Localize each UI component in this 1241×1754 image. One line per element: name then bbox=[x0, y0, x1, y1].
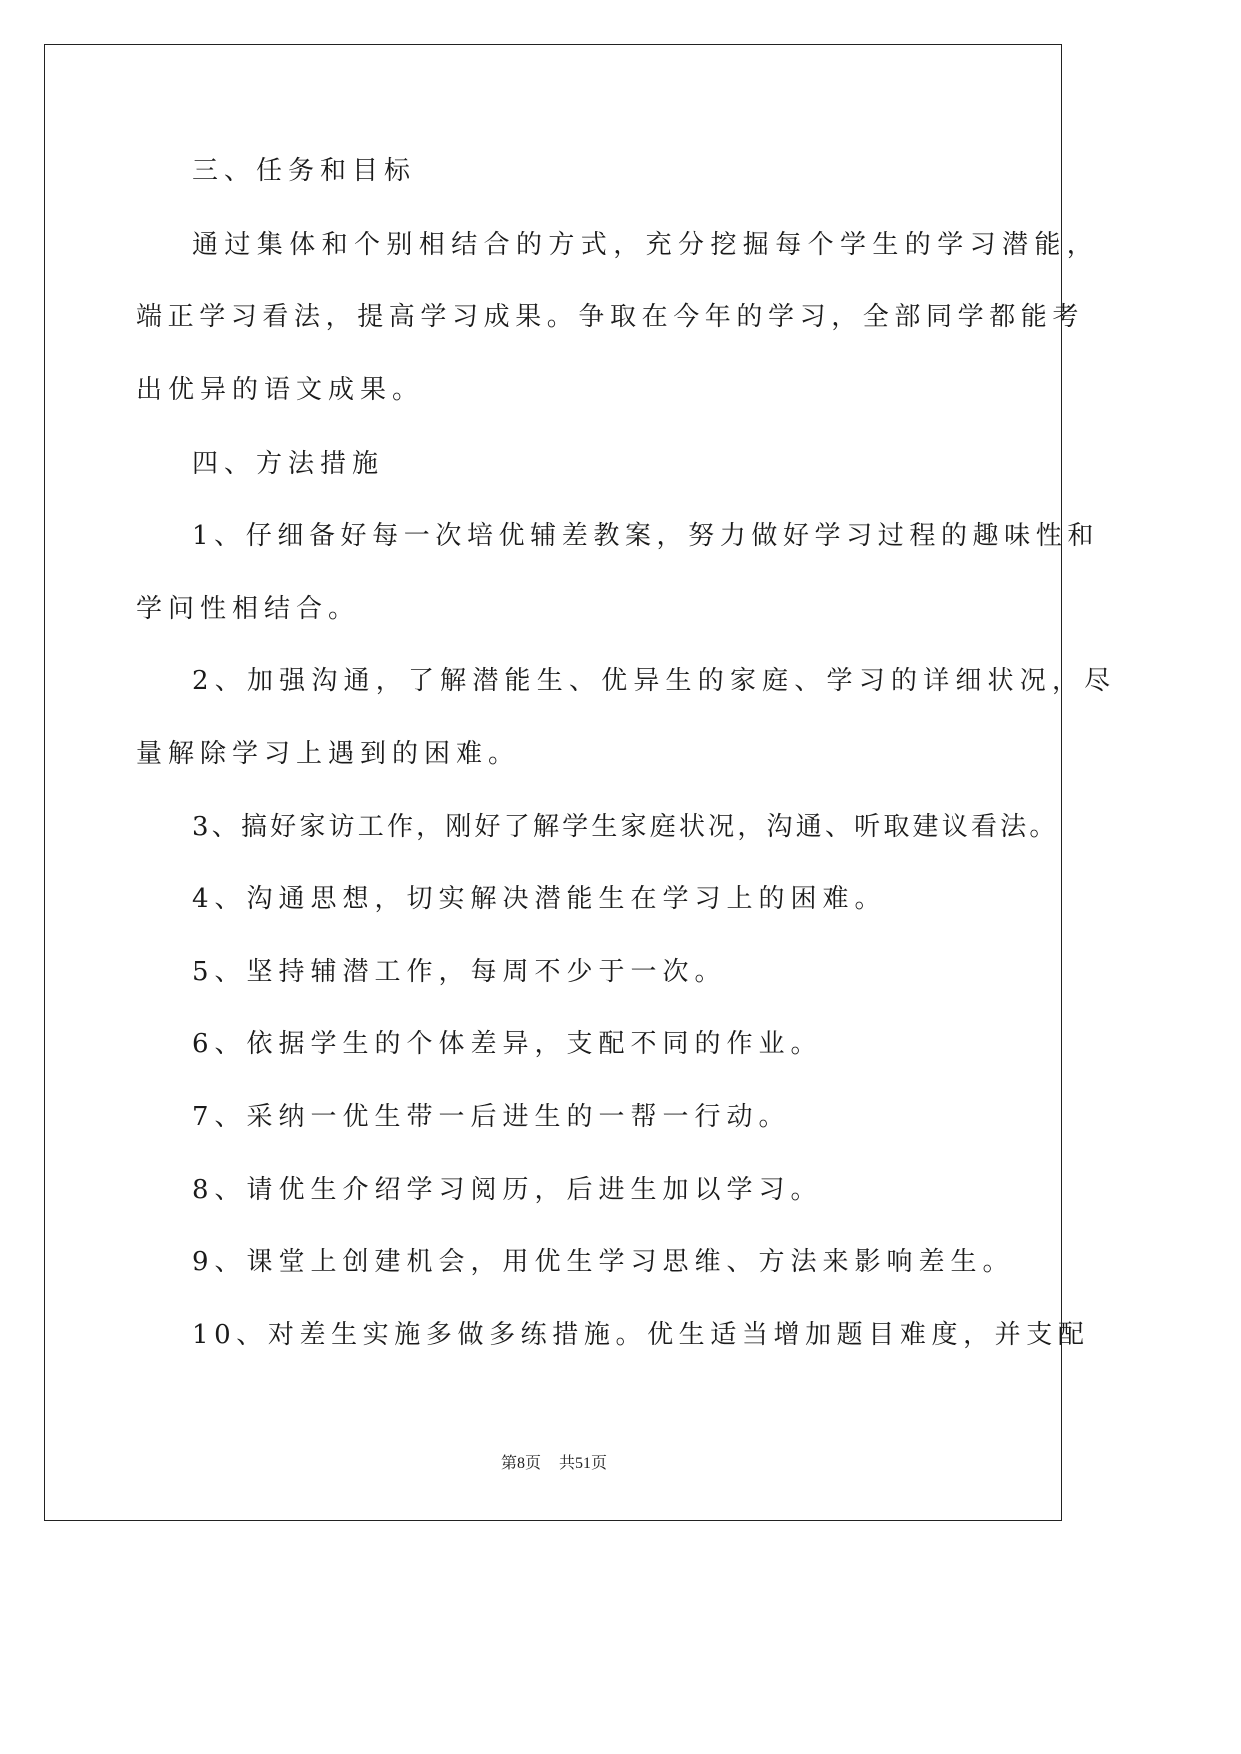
paragraph-line: 端正学习看法，提高学习成果。争取在今年的学习，全部同学都能考 bbox=[136, 302, 1085, 332]
paragraph-line: 通过集体和个别相结合的方式，充分挖掘每个学生的学习潜能， bbox=[192, 230, 1100, 260]
page-border bbox=[44, 44, 1062, 1521]
page-footer bbox=[0, 1454, 1108, 1474]
list-item-2: 2、加强沟通，了解潜能生、优异生的家庭、学习的详细状况，尽 bbox=[192, 666, 1117, 696]
list-item-3: 3、搞好家访工作，刚好了解学生家庭状况，沟通、听取建议看法。 bbox=[192, 812, 1059, 842]
list-item-8: 8、请优生介绍学习阅历，后进生加以学习。 bbox=[192, 1175, 823, 1205]
list-item-9: 9、课堂上创建机会，用优生学习思维、方法来影响差生。 bbox=[192, 1247, 1015, 1277]
list-item-6: 6、依据学生的个体差异，支配不同的作业。 bbox=[192, 1029, 823, 1059]
paragraph-line: 出优异的语文成果。 bbox=[136, 375, 425, 405]
list-item-4: 4、沟通思想，切实解决潜能生在学习上的困难。 bbox=[192, 884, 887, 914]
list-item-5: 5、坚持辅潜工作，每周不少于一次。 bbox=[192, 957, 727, 987]
page-number: 第8页 bbox=[500, 1455, 541, 1472]
page-total: 共51页 bbox=[559, 1455, 608, 1472]
section-heading-3: 三、任务和目标 bbox=[192, 156, 417, 186]
list-item-1-cont: 学问性相结合。 bbox=[136, 594, 361, 624]
section-heading-4: 四、方法措施 bbox=[192, 449, 385, 479]
list-item-7: 7、采纳一优生带一后进生的一帮一行动。 bbox=[192, 1102, 791, 1132]
list-item-10: 10、对差生实施多做多练措施。优生适当增加题目难度，并支配 bbox=[192, 1320, 1090, 1350]
list-item-2-cont: 量解除学习上遇到的困难。 bbox=[136, 739, 521, 769]
list-item-1: 1、仔细备好每一次培优辅差教案，努力做好学习过程的趣味性和 bbox=[192, 521, 1099, 551]
